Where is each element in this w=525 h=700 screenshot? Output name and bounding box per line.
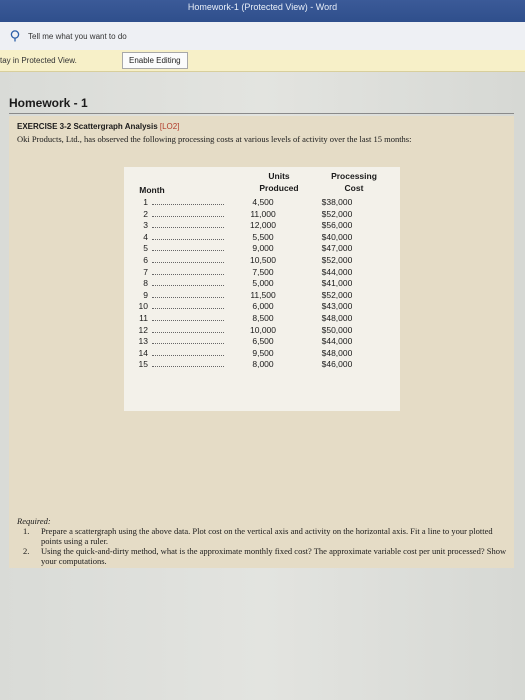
table-row <box>126 348 396 359</box>
units-cell: 8,500 <box>252 313 274 323</box>
required-item-text: Prepare a scattergraph using the above data. Plot cost on the vertical axis and activity on the horizontal axis. Fit a line to your plotted points using a ruler. <box>41 526 493 546</box>
units-cell: 12,000 <box>250 220 276 231</box>
table-row <box>126 278 396 289</box>
cost-cell: $47,000 <box>321 243 353 254</box>
required-item-text: Using the quick-and-dirty method, what is the approximate monthly fixed cost? The approximate variable cost per unit processed? Show your computations. <box>41 546 507 566</box>
tell-me-box[interactable] <box>10 30 127 42</box>
document-heading: Homework - 1 <box>9 96 88 110</box>
exercise-title <box>17 122 179 131</box>
leader-dots <box>152 332 224 333</box>
learning-objective-tag: [LO2] <box>159 122 180 131</box>
units-cell: 10,500 <box>250 255 276 265</box>
leader-dots <box>152 227 224 228</box>
leader-dots <box>152 343 224 344</box>
cost-cell: $38,000 <box>321 197 353 207</box>
month-cell: 3 <box>143 220 148 231</box>
cost-cell: $44,000 <box>321 336 353 347</box>
required-item-number: 2. <box>23 546 30 556</box>
cost-cell: $44,000 <box>321 266 353 277</box>
required-label: Required: <box>17 516 51 526</box>
cost-cell: $43,000 <box>321 301 353 312</box>
units-cell: 6,000 <box>252 301 274 312</box>
cost-cell: $41,000 <box>321 278 353 289</box>
units-cell: 7,500 <box>252 266 274 277</box>
cost-cell: $52,000 <box>321 255 353 265</box>
table-row <box>126 209 396 220</box>
exercise-intro: Oki Products, Ltd., has observed the following processing costs at various levels of activity over the last 15 months: <box>17 134 412 144</box>
required-item-number: 1. <box>23 526 30 536</box>
table-row <box>126 325 396 336</box>
ribbon <box>0 22 525 50</box>
units-cell: 5,000 <box>252 278 274 289</box>
leader-dots <box>152 216 224 217</box>
month-cell: 7 <box>143 266 148 277</box>
cost-cell: $48,000 <box>321 313 353 323</box>
tell-me-label: Tell me what you want to do <box>28 31 127 41</box>
exercise-box <box>9 116 514 568</box>
month-cell: 8 <box>143 278 148 289</box>
leader-dots <box>152 204 224 205</box>
units-cell: 5,500 <box>252 231 274 242</box>
month-cell: 1 <box>143 197 148 207</box>
heading-divider <box>9 113 514 114</box>
cost-cell: $48,000 <box>321 347 353 358</box>
exercise-title-text: EXERCISE 3-2 Scattergraph Analysis <box>17 122 160 131</box>
table-row <box>126 197 396 208</box>
table-row <box>126 336 396 347</box>
month-cell: 4 <box>143 231 148 242</box>
title-bar <box>0 0 525 22</box>
leader-dots <box>152 274 224 275</box>
enable-editing-button[interactable]: Enable Editing <box>122 52 188 69</box>
window-title: Homework-1 (Protected View) - Word <box>187 2 338 12</box>
leader-dots <box>152 355 224 356</box>
table-row <box>126 255 396 266</box>
cost-header-line1: Processing <box>331 171 377 181</box>
units-cell: 8,000 <box>252 359 274 370</box>
month-cell: 11 <box>139 313 148 323</box>
table-row <box>126 290 396 301</box>
month-cell: 15 <box>138 359 148 370</box>
lightbulb-icon <box>10 30 20 42</box>
units-cell: 6,500 <box>252 336 274 347</box>
units-cell: 9,000 <box>252 243 274 254</box>
table-row <box>126 301 396 312</box>
units-cell: 9,500 <box>252 347 274 358</box>
protected-view-message: tay in Protected View. <box>0 56 77 65</box>
required-item <box>17 546 509 566</box>
table-row <box>126 359 396 370</box>
cost-cell: $52,000 <box>321 208 353 219</box>
table-row <box>126 313 396 324</box>
month-cell: 2 <box>143 208 148 219</box>
leader-dots <box>152 308 224 309</box>
units-header-line1: Units <box>268 171 290 181</box>
cost-cell: $40,000 <box>321 231 353 242</box>
required-section <box>17 516 509 566</box>
leader-dots <box>152 320 224 321</box>
table-row <box>126 243 396 254</box>
table-row <box>126 220 396 231</box>
month-cell: 13 <box>138 336 148 347</box>
table-row <box>126 267 396 278</box>
cost-cell: $46,000 <box>321 359 353 370</box>
month-cell: 9 <box>143 289 148 300</box>
leader-dots <box>152 239 224 240</box>
month-cell: 6 <box>143 255 148 265</box>
month-cell: 5 <box>143 243 148 254</box>
protected-view-bar <box>0 50 525 72</box>
leader-dots <box>152 285 224 286</box>
units-cell: 4,500 <box>252 197 274 207</box>
month-cell: 10 <box>138 301 148 312</box>
cost-cell: $56,000 <box>321 220 353 231</box>
cost-header-line2: Cost <box>344 183 364 193</box>
units-cell: 10,000 <box>250 324 276 335</box>
leader-dots <box>152 250 224 251</box>
units-cell: 11,500 <box>250 289 276 300</box>
units-cell: 11,000 <box>250 208 276 219</box>
required-item <box>17 526 509 546</box>
month-cell: 12 <box>138 324 148 335</box>
leader-dots <box>152 297 224 298</box>
table-row <box>126 232 396 243</box>
cost-cell: $52,000 <box>321 289 353 300</box>
month-header: Month <box>139 185 165 195</box>
leader-dots <box>152 366 224 367</box>
data-table <box>124 167 400 411</box>
cost-cell: $50,000 <box>321 324 353 335</box>
month-cell: 14 <box>138 347 148 358</box>
leader-dots <box>152 262 224 263</box>
units-header-line2: Produced <box>259 183 299 193</box>
